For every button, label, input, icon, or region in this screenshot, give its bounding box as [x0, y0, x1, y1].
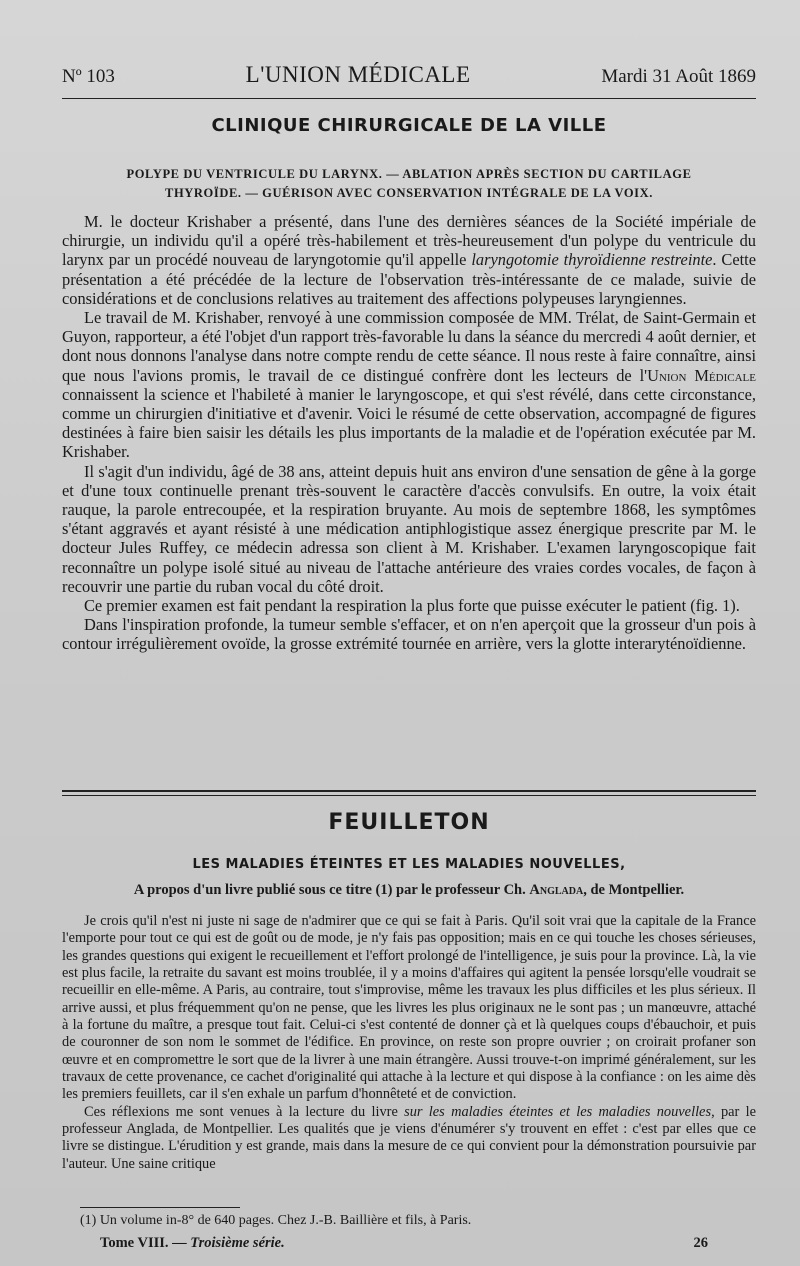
emphasis: laryngotomie thyroïdienne restreinte	[471, 250, 713, 270]
paragraph: Ces réflexions me sont venues à la lecture du livre sur les maladies éteintes et les maladies nouvelles, par le professeur Anglada, de Montpellier. Les qualités que je viens d'énumérer s'y trouvent en effet : c'est par elles que ce livre se distingue. L'érudition y est grande, mais dans la mesure de ce qui convient pour la démonstration poursuivie par l'auteur. Une saine critique	[62, 1103, 756, 1172]
paragraph: Ce premier examen est fait pendant la respiration la plus forte que puisse exécuter le patient (fig. 1).	[84, 596, 740, 616]
article-subtitle	[62, 165, 756, 203]
page-header	[62, 62, 756, 88]
journal-name: Union Médicale	[647, 365, 756, 385]
page-number: 26	[693, 1235, 708, 1251]
paragraph: Le travail de M. Krishaber, renvoyé à une commission composée de MM. Trélat, de Saint-Germain et Guyon, rapporteur, a été l'objet d'un rapport très-favorable lu dans la séance du mercredi 4 août dernier, et dont nous donnons l'analyse dans notre compte rendu de cette séance. Il nous reste à faire connaître, ainsi que nous l'avions promis, le travail de ce distingué confrère dont les lecteurs de l'Union Médicale connaissent la science et l'habileté à manier le laryngoscope, et qui s'est révélé, dans cette circonstance, comme un chirurgien d'initiative et d'avenir. Voici le résumé de cette observation, accompagné de figures destinées à faire bien saisir les détails les plus importants de la maladie et de l'opération exécutée par M. Krishaber.	[62, 308, 756, 462]
subtitle-line-2: THYROÏDE. — GUÉRISON AVEC CONSERVATION INTÉGRALE DE LA VOIX.	[165, 186, 653, 200]
paragraph: M. le docteur Krishaber a présenté, dans l'une des dernières séances de la Société impériale de chirurgie, un individu qu'il a opéré très-habilement et très-heureusement d'un polype du ventricule du larynx par un procédé nouveau de laryngotomie qu'il appelle laryngotomie thyroïdienne restreinte. Cette présentation a été précédée de la lecture de l'observation très-intéressante de ce malade, suivie de considérations et de conclusions relatives au traitement des affections polypeuses laryngiennes.	[62, 212, 756, 308]
issue-date: Mardi 31 Août 1869	[601, 66, 756, 87]
issue-number: Nº 103	[62, 66, 115, 87]
feuilleton-title: FEUILLETON	[328, 810, 490, 835]
paragraph: Je crois qu'il n'est ni juste ni sage de n'admirer que ce qui se fait à Paris. Qu'il soit vrai que la capitale de la France l'emporte pour tout ce qui est de goût ou de mode, je n'y fais pas opposition; mais en ce qui touche les choses sérieuses, les grandes questions qui exigent le recueillement et l'effort prolongé de l'intelligence, je suis pour la province. Là, la vie est plus facile, la retraite du savant est moins troublée, il y a moins d'affaires qui agitent la pensée lorsqu'elle voudrait se recueillir en elle-même. A Paris, au contraire, tout s'improvise, même les travaux les plus difficiles et les plus sérieux. Il arrive aussi, et plus fréquemment qu'on ne pense, que les livres les plus originaux ne le sont pas ; un manœuvre, attaché à la fortune du maître, a presque tout fait. Celui-ci s'est contenté de donner çà et là quelques coups d'ébauchoir, et puis de couronner de son nom le sommet de l'édifice. En province, on reste son propre ouvrier ; on croirait profaner son œuvre et en compromettre le sort que de la livrer à une main étrangère. Aussi trouve-t-on imprimé généralement, sur les travaux de cette provenance, ce cachet d'originalité qui attache à la lecture et qui dispose à la confiance : on les aime dès les premiers feuillets, car il s'en exhale un parfum d'honnêteté et de conviction.	[62, 913, 756, 1103]
journal-title: L'UNION MÉDICALE	[245, 62, 471, 87]
volume-info: Tome VIII. — Troisième série.	[100, 1235, 285, 1251]
page-footer	[100, 1235, 708, 1252]
footnote-rule	[80, 1207, 240, 1208]
paragraph: Il s'agit d'un individu, âgé de 38 ans, atteint depuis huit ans environ d'une sensation de gêne à la gorge et d'une toux continuelle prenant très-souvent le caractère d'accès convulsifs. En outre, la voix était rauque, la parole entrecoupée, et la respiration bruyante. Au mois de septembre 1868, les symptômes s'étant aggravés et ayant résisté à une médication antiphlogistique assez énergique prescrite par M. le docteur Jules Ruffey, ce médecin adressa son client à M. Krishaber. L'examen laryngoscopique fait reconnaître un polype isolé situé au niveau de l'attache antérieure des vraies cordes vocales, de façon à recouvrir une partie du ruban vocal du côté droit.	[62, 461, 756, 596]
article-body	[62, 212, 756, 654]
subtitle-line-1: POLYPE DU VENTRICULE DU LARYNX. — ABLATION APRÈS SECTION DU CARTILAGE	[126, 167, 692, 181]
section-title: CLINIQUE CHIRURGICALE DE LA VILLE	[211, 115, 607, 136]
section-divider-top	[62, 790, 756, 792]
feuilleton-subtitle: LES MALADIES ÉTEINTES ET LES MALADIES NOUVELLES,	[192, 857, 626, 872]
feuilleton-about: A propos d'un livre publié sous ce titre (1) par le professeur Ch. Anglada, de Montpellier.	[133, 882, 685, 898]
section-divider-bottom	[62, 795, 756, 796]
book-title: sur les maladies éteintes et les maladies nouvelles	[404, 1103, 712, 1120]
paragraph: Dans l'inspiration profonde, la tumeur semble s'effacer, et on n'en aperçoit que la grosseur d'un pois à contour irrégulièrement ovoïde, la grosse extrémité tournée en arrière, vers la glotte interaryténoïdienne.	[62, 615, 756, 654]
author-name: Anglada	[529, 882, 584, 898]
header-rule	[62, 98, 756, 99]
footnote: (1) Un volume in-8° de 640 pages. Chez J.-B. Baillière et fils, à Paris.	[80, 1213, 472, 1228]
feuilleton-body	[62, 913, 756, 1173]
